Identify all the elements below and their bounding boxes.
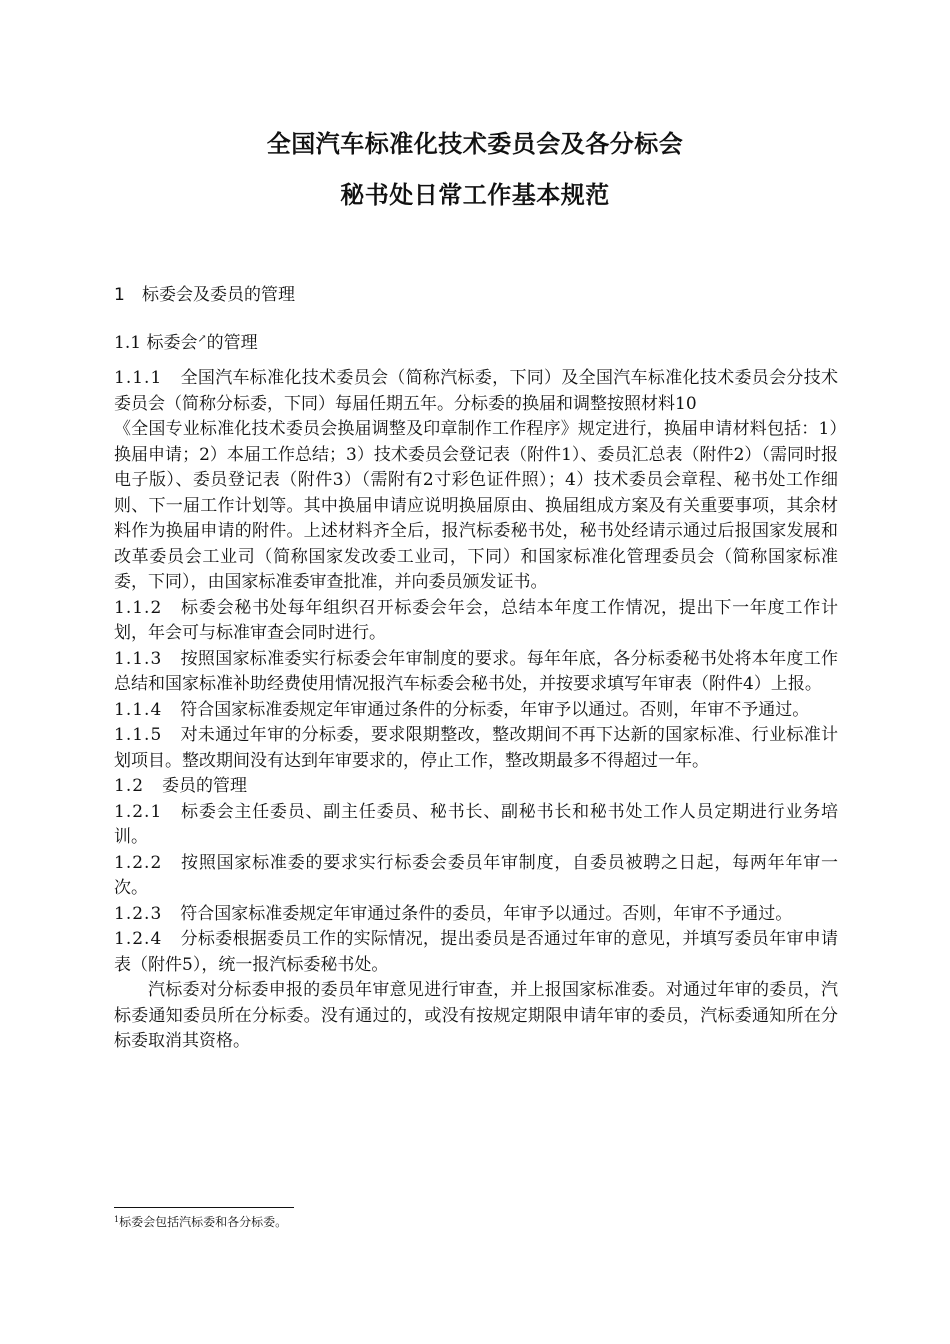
clause-number: 1.1.2	[114, 597, 163, 618]
footnote-reference-mark[interactable]: ↗	[197, 332, 207, 345]
clause-number: 1.1.1	[114, 368, 163, 388]
footnote-text: 标委会包括汽标委和各分标委。	[119, 1215, 288, 1229]
clause-number: 1.2.3	[114, 903, 163, 924]
clause-number: 1.2.2	[114, 852, 163, 873]
section-1-1-heading	[114, 328, 258, 353]
paragraph-1-1-4	[114, 698, 838, 724]
paragraph-text: 标委会秘书处每年组织召开标委会年会，总结本年度工作情况，提出下一年度工作计划，年会可与标准审查会同时进行。	[114, 597, 838, 643]
paragraph-1-2-1	[114, 800, 838, 851]
section-1-2-number: 1.2	[114, 776, 145, 796]
clause-number: 1.1.4	[114, 699, 163, 720]
paragraph-1-1-2	[114, 596, 838, 647]
paragraph-1-2-3	[114, 902, 838, 928]
paragraph-text: 按照国家标准委的要求实行标委会委员年审制度，自委员被聘之日起，每两年年审一次。	[114, 852, 838, 898]
clause-number: 1.2.1	[114, 801, 163, 822]
clause-number: 1.1.5	[114, 725, 163, 745]
document-body	[114, 366, 838, 1055]
clause-number: 1.1.3	[114, 648, 163, 669]
clause-number: 1.2.4	[114, 929, 163, 949]
paragraph-text: 标委会主任委员、副主任委员、秘书长、副秘书长和秘书处工作人员定期进行业务培训。	[114, 801, 838, 847]
paragraph-text: 符合国家标准委规定年审通过条件的委员，年审予以通过。否则，年审不予通过。	[180, 903, 793, 924]
footnote-separator	[114, 1207, 294, 1208]
document-title-line-2: 秘书处日常工作基本规范	[340, 181, 610, 209]
section-1-number: 1	[114, 285, 125, 305]
paragraph-1-1-3	[114, 647, 838, 698]
document-title-line-1: 全国汽车标准化技术委员会及各分标会	[266, 130, 684, 158]
section-1-1-title: 标委会	[146, 333, 198, 353]
paragraph-text: 全国汽车标准化技术委员会（简称汽标委，下同）及全国汽车标准化技术委员会分技术委员会（简称分标委，下同）每届任期五年。分标委的换届和调整按照材料10	[114, 368, 838, 414]
footnote-mark: 1	[114, 1215, 120, 1224]
paragraph-text: 按照国家标准委实行标委会年审制度的要求。每年年底，各分标委秘书处将本年度工作总结和国家标准补助经费使用情况报汽车标委会秘书处，并按要求填写年审表（附件4）上报。	[114, 648, 838, 694]
paragraph-text: 符合国家标准委规定年审通过条件的分标委，年审予以通过。否则，年审不予通过。	[180, 699, 810, 720]
paragraph-text: 分标委根据委员工作的实际情况，提出委员是否通过年审的意见，并填写委员年审申请表（附件5），统一报汽标委秘书处。	[114, 929, 838, 975]
section-1-heading	[114, 280, 295, 305]
paragraph-1-1-1-continued: 《全国专业标准化技术委员会换届调整及印章制作工作程序》规定进行，换届申请材料包括：1）换届申请；2）本届工作总结；3）技术委员会登记表（附件1）、委员汇总表（附件2）（需同时报电子版）、委员登记表（附件3）（需附有2寸彩色证件照）；4）技术委员会章程、秘书处工作细则、下一届工作计划等。其中换届申请应说明换届原由、换届组成方案及有关重要事项，其余材料作为换届申请的附件。上述材料齐全后，报汽标委秘书处，秘书处经请示通过后报国家发展和改革委员会工业司（简称国家发改委工业司，下同）和国家标准化管理委员会（简称国家标准委，下同），由国家标准委审查批准，并向委员颁发证书。	[114, 419, 838, 592]
section-1-1-title-suffix: 的管理	[206, 333, 258, 353]
paragraph-final: 汽标委对分标委申报的委员年审意见进行审查，并上报国家标准委。对通过年审的委员，汽标委通知委员所在分标委。没有通过的，或没有按规定期限申请年审的委员，汽标委通知所在分标委取消其资格。	[114, 980, 838, 1051]
section-1-1-number: 1.1	[114, 333, 142, 353]
paragraph-1-1-5	[114, 723, 838, 774]
section-1-title: 标委会及委员的管理	[142, 285, 295, 305]
paragraph-1-2-4	[114, 927, 838, 978]
section-1-2-heading	[114, 774, 838, 800]
paragraph-1-1-1	[114, 366, 838, 417]
section-1-2-title: 委员的管理	[162, 776, 248, 796]
paragraph-1-2-2	[114, 851, 838, 902]
paragraph-text: 对未通过年审的分标委，要求限期整改，整改期间不再下达新的国家标准、行业标准计划项目。整改期间没有达到年审要求的，停止工作，整改期最多不得超过一年。	[114, 725, 838, 771]
footnote	[114, 1213, 287, 1230]
